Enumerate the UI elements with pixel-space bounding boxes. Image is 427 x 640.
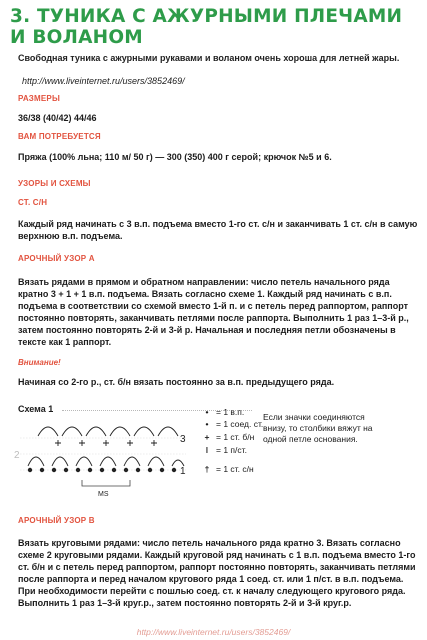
materials-text: Пряжа (100% льна; 110 м/ 50 г) — 300 (350) 400 г серой; крючок №5 и 6.	[18, 152, 332, 162]
scheme-title: Схема 1	[18, 404, 54, 414]
row-label-3: 3	[180, 434, 186, 445]
legend-text: = 1 ст. б/н	[216, 432, 255, 442]
chart-note: Если значки соединяются внизу, то столбики вяжут на одной петле основания.	[263, 412, 373, 444]
row-label-1: 1	[180, 466, 186, 477]
sizes-heading: РАЗМЕРЫ	[18, 94, 60, 103]
warning-label: Внимание!	[18, 358, 61, 367]
legend-text: = 1 п/ст.	[216, 445, 247, 455]
legend-text: = 1 в.п.	[216, 407, 245, 417]
slip-stitch-icon: •	[205, 419, 209, 429]
row-3-arches	[38, 427, 178, 436]
repeat-bracket	[82, 480, 130, 486]
single-crochet-icon: +	[204, 432, 210, 442]
row-2-arches	[28, 457, 184, 466]
repeat-label: MS	[98, 491, 109, 498]
pattern-a-heading: АРОЧНЫЙ УЗОР А	[18, 254, 95, 263]
sizes-value: 36/38 (40/42) 44/46	[18, 113, 97, 123]
pattern-b-text: Вязать круговыми рядами: число петель начального ряда кратно 3. Вязать согласно схеме 2 круговыми рядами. Каждый круговой ряд начинать с 1 в.п. подъема вместо 1-го ст. б/н и с петель перед раппортом, раппорт постоянно повторять, заканчивать петлями после раппорта и перед началом кругового ряда 1 соед. ст. или 1 п/ст. в в.п. подъема. При необходимости перейти с пошлью соед. ст. к началу следующего кругового ряда. Выполнить 1 раз 1–3-й круг.р., затем постоянно повторять 2-й и 3-й круг.р.	[18, 538, 416, 608]
chain-icon: •	[205, 407, 209, 417]
patterns-heading: УЗОРЫ И СХЕМЫ	[18, 179, 91, 188]
pattern-b-heading: АРОЧНЫЙ УЗОР В	[18, 516, 95, 525]
crochet-chart	[14, 414, 200, 498]
page-title	[10, 6, 420, 48]
watermark-url: http://www.liveinternet.ru/users/3852469/	[136, 627, 291, 637]
sc-stitches	[55, 440, 157, 446]
double-crochet-icon: †	[204, 464, 210, 474]
pattern-a-text: Вязать рядами в прямом и обратном направлении: число петель начального ряда кратно 3 + 1 + 1 в.п. подъема. Вязать согласно схеме 1. Каждый ряд начинать с в.п. подъема в соответствии со схемой вместо 1-й п. и с петель перед раппортом, раппорт постоянно повторять, заканчивать петлями после раппорта. Выполнить 1 раз 1–3-й р., затем постоянно повторять 2-й и 3-й р. Начальная и последняя петли обозначены в тексте как 1 раппорт.	[18, 277, 409, 347]
source-link[interactable]: http://www.liveinternet.ru/users/3852469/	[22, 76, 185, 86]
dc-text: Каждый ряд начинать с 3 в.п. подъема вместо 1-го ст. с/н и заканчивать 1 ст. с/н в самую верхнюю в.п. подъема.	[18, 219, 418, 241]
dc-heading: СТ. С/Н	[18, 198, 48, 207]
half-double-icon: ǀ	[205, 445, 209, 455]
legend-text: = 1 ст. с/н	[216, 464, 254, 474]
legend-text: = 1 соед. ст.	[216, 419, 264, 429]
warning-text: Начиная со 2-го р., ст. б/н вязать постоянно за в.п. предыдущего ряда.	[18, 377, 335, 387]
materials-heading: ВАМ ПОТРЕБУЕТСЯ	[18, 132, 101, 141]
title-text: ТУНИКА С АЖУРНЫМИ ПЛЕЧАМИ И ВОЛАНОМ	[10, 6, 403, 48]
row-label-2: 2	[14, 450, 20, 461]
intro-text: Свободная туника с ажурными рукавами и воланом очень хороша для летней жары.	[18, 53, 400, 63]
title-number: 3.	[10, 6, 31, 27]
